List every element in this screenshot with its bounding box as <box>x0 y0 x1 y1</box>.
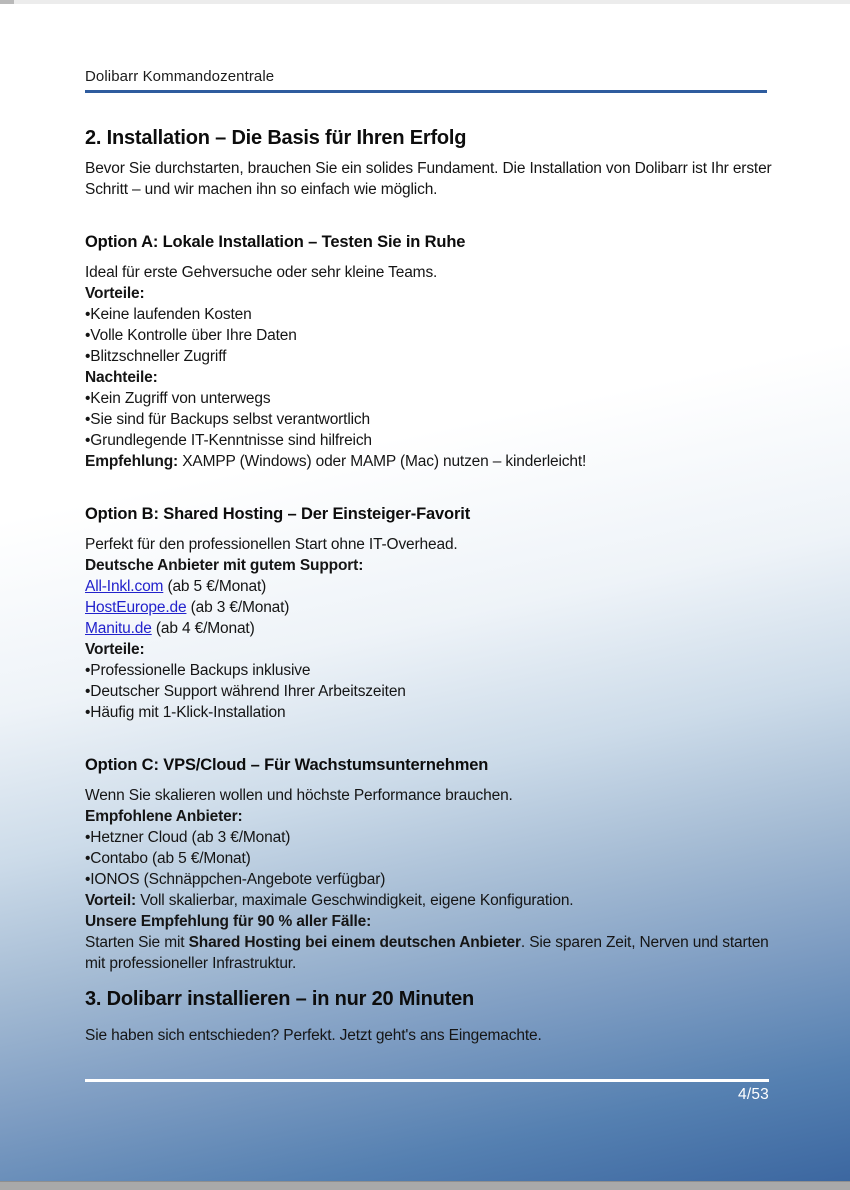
bold-text: Vorteil: <box>85 892 137 909</box>
text: •Volle Kontrolle über Ihre Daten <box>85 327 297 344</box>
bullet-item <box>85 346 777 367</box>
option-heading <box>85 503 777 525</box>
text-line <box>85 555 777 576</box>
text: •Blitzschneller Zugriff <box>85 348 227 365</box>
text-line <box>85 451 777 472</box>
link-hosteurope-de[interactable]: HostEurope.de <box>85 599 187 616</box>
bold-text: Unsere Empfehlung für 90 % aller Fälle: <box>85 913 372 930</box>
link-manitu-de[interactable]: Manitu.de <box>85 620 152 637</box>
document-header-title: Dolibarr Kommandozentrale <box>85 68 275 85</box>
document-footer <box>85 1079 769 1104</box>
section-heading <box>85 126 777 150</box>
text-line <box>85 283 777 304</box>
text: •Häufig mit 1-Klick-Installation <box>85 704 286 721</box>
text-line <box>85 806 777 827</box>
bold-text: Deutsche Anbieter mit gutem Support: <box>85 557 364 574</box>
bullet-item <box>85 827 777 848</box>
bold-text: Empfehlung: <box>85 453 179 470</box>
bullet-item <box>85 409 777 430</box>
text: 2. Installation – Die Basis für Ihren Erfolg <box>85 127 467 149</box>
section-heading <box>85 987 777 1011</box>
text: •Kein Zugriff von unterwegs <box>85 390 271 407</box>
text-line <box>85 785 777 806</box>
text: XAMPP (Windows) oder MAMP (Mac) nutzen – kinderleicht! <box>178 453 587 470</box>
text: Sie haben sich entschieden? Perfekt. Jetzt geht's ans Eingemachte. <box>85 1027 542 1044</box>
header-rule <box>85 90 767 93</box>
text: •Contabo (ab 5 €/Monat) <box>85 850 251 867</box>
text: 3. Dolibarr installieren – in nur 20 Minuten <box>85 988 475 1010</box>
bullet-item <box>85 304 777 325</box>
text: Ideal für erste Gehversuche oder sehr kleine Teams. <box>85 264 438 281</box>
text: . Sie sparen Zeit, Nerven und starten mit professioneller Infrastruktur. <box>85 934 769 972</box>
bullet-item <box>85 869 777 890</box>
footer-rule <box>85 1079 769 1082</box>
text: •Keine laufenden Kosten <box>85 306 252 323</box>
text: •IONOS (Schnäppchen-Angebote verfügbar) <box>85 871 386 888</box>
bullet-item <box>85 702 777 723</box>
top-edge-notch <box>0 0 14 4</box>
text: Voll skalierbar, maximale Geschwindigkeit, eigene Konfiguration. <box>136 892 574 909</box>
bullet-item <box>85 848 777 869</box>
option-heading <box>85 754 777 776</box>
option-heading <box>85 231 777 253</box>
page-number: 4/53 <box>738 1086 769 1103</box>
bullet-item <box>85 388 777 409</box>
bold-text: Empfohlene Anbieter: <box>85 808 243 825</box>
text-line <box>85 1025 777 1046</box>
text: •Sie sind für Backups selbst verantwortlich <box>85 411 370 428</box>
bullet-item <box>85 660 777 681</box>
text-line <box>85 534 777 555</box>
bold-text: Nachteile: <box>85 369 158 386</box>
text: Wenn Sie skalieren wollen und höchste Performance brauchen. <box>85 787 513 804</box>
bottom-edge-bar <box>0 1181 850 1190</box>
text: Option C: VPS/Cloud – Für Wachstumsunternehmen <box>85 756 489 774</box>
text: (ab 5 €/Monat) <box>163 578 267 595</box>
bold-text: Vorteile: <box>85 641 145 658</box>
top-edge-bar <box>0 0 850 4</box>
text: Option A: Lokale Installation – Testen Sie in Ruhe <box>85 233 466 251</box>
text: Perfekt für den professionellen Start ohne IT-Overhead. <box>85 536 458 553</box>
bullet-item <box>85 430 777 451</box>
text: •Deutscher Support während Ihrer Arbeitszeiten <box>85 683 406 700</box>
text: Bevor Sie durchstarten, brauchen Sie ein solides Fundament. Die Installation von Dolibarr ist Ihr erster Schritt – und wir machen ihn so einfach wie möglich. <box>85 160 772 198</box>
text-line <box>85 639 777 660</box>
text: (ab 4 €/Monat) <box>151 620 255 637</box>
text-line <box>85 932 777 974</box>
text: •Hetzner Cloud (ab 3 €/Monat) <box>85 829 291 846</box>
text: •Professionelle Backups inklusive <box>85 662 311 679</box>
text-line <box>85 576 777 597</box>
content <box>85 126 777 1046</box>
document-header <box>85 68 767 93</box>
text-line <box>85 262 777 283</box>
bullet-item <box>85 325 777 346</box>
bold-text: Vorteile: <box>85 285 145 302</box>
text-line <box>85 158 777 200</box>
text-line <box>85 597 777 618</box>
text: (ab 3 €/Monat) <box>186 599 290 616</box>
bullet-item <box>85 681 777 702</box>
text-line <box>85 367 777 388</box>
bold-text: Shared Hosting bei einem deutschen Anbieter <box>188 934 521 951</box>
text: Starten Sie mit <box>85 934 189 951</box>
text-line <box>85 911 777 932</box>
text: •Grundlegende IT-Kenntnisse sind hilfreich <box>85 432 372 449</box>
link-all-inkl-com[interactable]: All-Inkl.com <box>85 578 164 595</box>
text: Option B: Shared Hosting – Der Einsteiger-Favorit <box>85 505 471 523</box>
text-line <box>85 618 777 639</box>
text-line <box>85 890 777 911</box>
